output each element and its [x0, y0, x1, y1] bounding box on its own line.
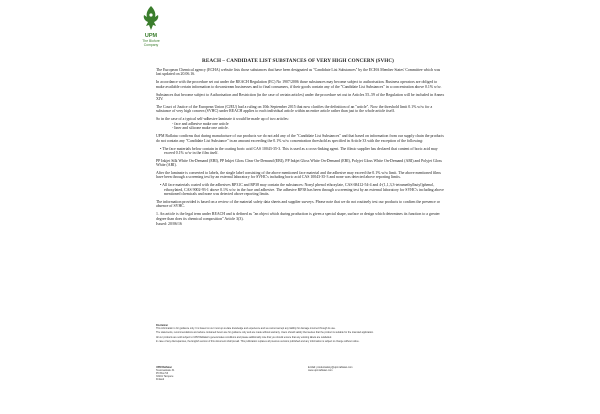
paragraph-article-definition: 1. An article is the legal term under REACH and is defined as "an object which during production is given a special shape, surface or design which determines its function to a greater degree than does its chemical composition" Article 3(3). [156, 212, 440, 221]
paragraph-converted-labels: After the laminate is converted to labels, the single label consisting of the above mentioned face material and the adhesive may exceed the 0.1% w/w limit. The above mentioned films have been through a screening test by an external laboratory for SVHC's including boric acid CAS 10043-35-3 and none was detected above reporting limits. [156, 171, 441, 180]
footer-pobox: PO Box 53 [156, 372, 169, 375]
paragraph-face-materials: PP Inkjet Silk White On-Demand (EBI), PP Inkjet Gloss Clear On-Demand (EBI), PP Inkjet Gloss White On-Demand (EBI), Polyjet Gloss White On-Demand (ABI) and Polyjet Gloss White (ABI). [156, 158, 442, 168]
paragraph-regulation: In accordance with the procedure set out under the REACH Regulation (EC) No 1907/2006 those substances may become subject to authorisation. Business operators are obliged to make available certain information to downstream businesses and to final consumers, if their goods contain any of the "Candidate List Substances" in a concentration above 0.1% w/w. [156, 80, 442, 89]
document-page [118, 0, 478, 414]
disclaimer-line: All our products are sold subject to UPM Raflatac's general sales conditions and please additionally note that you should ensure that any existing labels are relabelled. [156, 335, 332, 339]
footer-city: 33101 Tampere [156, 375, 174, 378]
tagline-line-1: The Biofore [142, 39, 160, 43]
paragraph-authorisation: Substances that become subject to Authorisation and Restriction (in the case of certain articles) under the procedure set out in Articles 55–59 of the Regulation will be included in Annex XIV. [156, 92, 445, 101]
bullet-adhesives: • All face materials coated with the adhesives RP31C and RP38 may contain the substances: Nonyl phenol ethoxylate, CAS 68412-54-4 and 4-(1,1,3,3-tetramethylbutyl)phenol, ethoxylated, CAS 9002-93-1 above 0.1% w/w in the face and adhesive. The adhesive RP38 has been through a screening test by an external laboratory for SVHC's including above mentioned chemicals and none was detected above reporting limits. [160, 183, 444, 197]
footer-company: UPM Raflatac [156, 366, 172, 369]
footer-email-link[interactable]: E-Mail: productsafety@upmraflatac.com [308, 366, 353, 369]
brand-name: UPM [144, 33, 158, 39]
footer-contact [308, 366, 438, 372]
disclaimer [156, 325, 446, 346]
footer-street: Tesomankatu 31 [156, 369, 175, 372]
disclaimer-heading: Disclaimer [156, 324, 169, 327]
bullet-boric-acid: • The face materials below contain in the coating boric acid CAS 10043-35-3. This is used as a cross-linking agent. The filmic supplier has declared that content of boric acid may exceed 0.1% w/w in the film itself. [160, 146, 438, 155]
list-item-face: - face and adhesive make one article [172, 121, 229, 126]
list-item-liner: - liner and silicone make one article. [172, 126, 229, 131]
disclaimer-line: This information is for guidance only. It is based on our most up-to-date knowledge and experience and we cannot accept any liability for damage incurred through its use. [156, 326, 336, 330]
tagline-line-2: Company [143, 43, 159, 47]
disclaimer-line: In case of any discrepancies, the English version of this document shall prevail. This publication replaces all previous versions published and any information is subject to change without notice. [156, 340, 360, 344]
issued-date: Issued: 20/06/16 [156, 221, 182, 226]
paragraph-cjeu: The Court of Justice of the European Union (CJEU) had a ruling on 10th September 2015 that now clarifies the definition of an "article". Now the threshold limit 0.1% w/w for a substance of very high concern (SVHC) under REACH applies to each individual article within an entire article rather than just to the whole article itself. [156, 104, 433, 114]
footer-web-link[interactable]: www.upmraflatac.com [308, 369, 333, 372]
logo-block [128, 4, 174, 47]
paragraph-laminate: So in the case of a typical self-adhesive laminate it would be made up of two articles: [156, 117, 289, 122]
upm-griffin-logo-icon [137, 4, 165, 32]
disclaimer-line: The statements, recommendations and advice contained herein are for guidance only and are made without warranty. Users should satisfy themselves that the product is suitable for the intended application. [156, 331, 374, 335]
paragraph-confirmation: UPM Raflatac confirms that during manufacture of our products we do not add any of the "Candidate List Substances" and that based on information from our supply chain the products do not contain any "Candidate List Substance" in an amount exceeding the 0.1% w/w concentration threshold as specified in Article 33 with the exception of the following: [156, 134, 444, 143]
footer-address [156, 366, 276, 381]
document-title: REACH – CANDIDATE LIST SUBSTANCES OF VERY HIGH CONCERN (SVHC) [202, 58, 394, 64]
paragraph-information-basis: The information provided is based on a review of the material safety data sheets and supplier surveys. Please note that we do not routinely test our products to confirm the presence or absence of SVHC. [156, 200, 440, 209]
footer-country: Finland [156, 378, 165, 381]
document-body [156, 68, 446, 230]
paragraph-echa: The European Chemical agency (ECHA) website lists those substances that have been designated as "Candidate List Substances" by the ECHA Member States' Committee which was last updated on 20.06.16. [156, 68, 441, 77]
